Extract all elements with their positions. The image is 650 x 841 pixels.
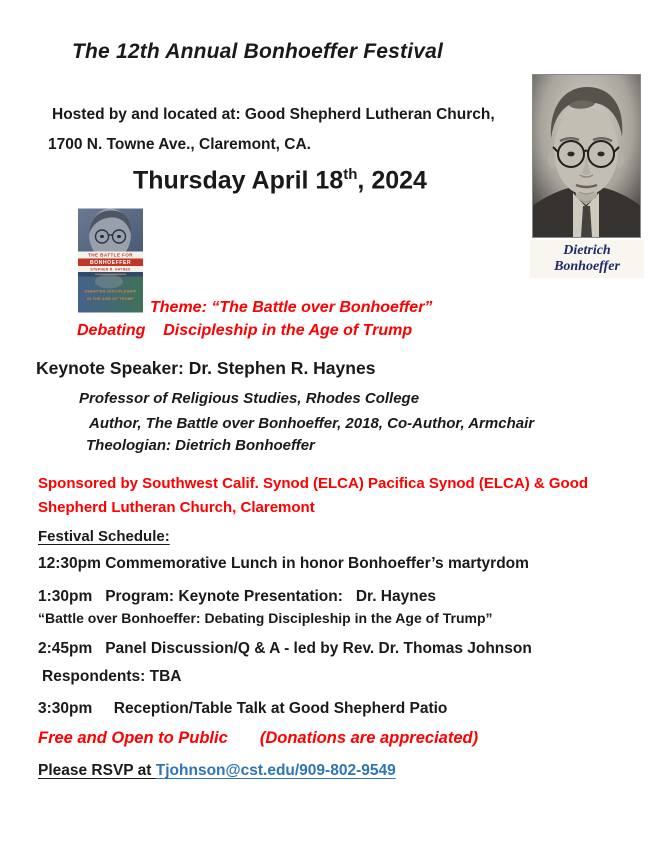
schedule-item-panel: 2:45pm Panel Discussion/Q & A - led by Rev. Dr. Thomas Johnson [38,640,532,657]
speaker-title-line: Professor of Religious Studies, Rhodes College [79,390,420,407]
hosted-line: Hosted by and located at: Good Shepherd Lutheran Church, [52,106,495,123]
schedule-item-program-subtitle: “Battle over Bonhoeffer: Debating Discipleship in the Age of Trump” [38,610,493,626]
flyer-title: The 12th Annual Bonhoeffer Festival [72,40,444,63]
schedule-item-program: 1:30pm Program: Keynote Presentation: Dr. Haynes [38,588,436,605]
theme-line-2: Debating Discipleship in the Age of Trump [77,322,413,339]
photo-caption [530,240,644,278]
event-date-year: , 2024 [357,166,427,195]
bonhoeffer-portrait-image [533,75,640,237]
keynote-speaker-line: Keynote Speaker: Dr. Stephen R. Haynes [36,358,376,378]
theme-line-1: Theme: “The Battle over Bonhoeffer” [150,299,433,316]
speaker-credit-line-2: Theologian: Dietrich Bonhoeffer [86,437,315,454]
schedule-item-reception: 3:30pm Reception/Table Talk at Good Shepherd Patio [38,700,448,717]
cover-subtitle-line1: DEBATING DISCIPLESHIP [84,289,137,294]
photo-caption-line1: Dietrich [563,243,611,258]
event-date-main: Thursday April 18 [133,166,344,195]
sponsored-line-2: Shepherd Lutheran Church, Claremont [38,499,315,516]
event-date-ordinal: th [343,166,358,183]
sponsored-line-1: Sponsored by Southwest Calif. Synod (ELCA) Pacifica Synod (ELCA) & Good [38,475,589,492]
book-cover-image [78,208,143,313]
photo-caption-line2: Bonhoeffer [554,258,620,274]
rsvp-link[interactable]: Tjohnson@cst.edu/909-802-9549 [155,762,396,779]
rsvp-line [38,762,396,780]
schedule-item-lunch: 12:30pm Commemorative Lunch in honor Bonhoeffer’s martyrdom [38,555,529,572]
address-line: 1700 N. Towne Ave., Claremont, CA. [48,136,311,153]
festival-schedule-heading: Festival Schedule: [38,528,170,545]
schedule-item-respondents: Respondents: TBA [42,668,182,685]
cover-title-line1: THE BATTLE FOR [88,252,133,258]
cover-author: STEPHEN R. HAYNES [90,267,131,272]
cover-subtitle-line2: IN THE AGE OF TRUMP [87,297,134,301]
bonhoeffer-photo [533,75,640,237]
speaker-credit-line-1: Author, The Battle over Bonhoeffer, 2018, Co-Author, Armchair [89,415,535,432]
event-date [133,166,427,195]
rsvp-prefix: Please RSVP at [38,762,156,779]
cover-title-line2: BONHOEFFER [89,260,132,267]
free-admission-line: Free and Open to Public (Donations are appreciated) [38,729,479,747]
